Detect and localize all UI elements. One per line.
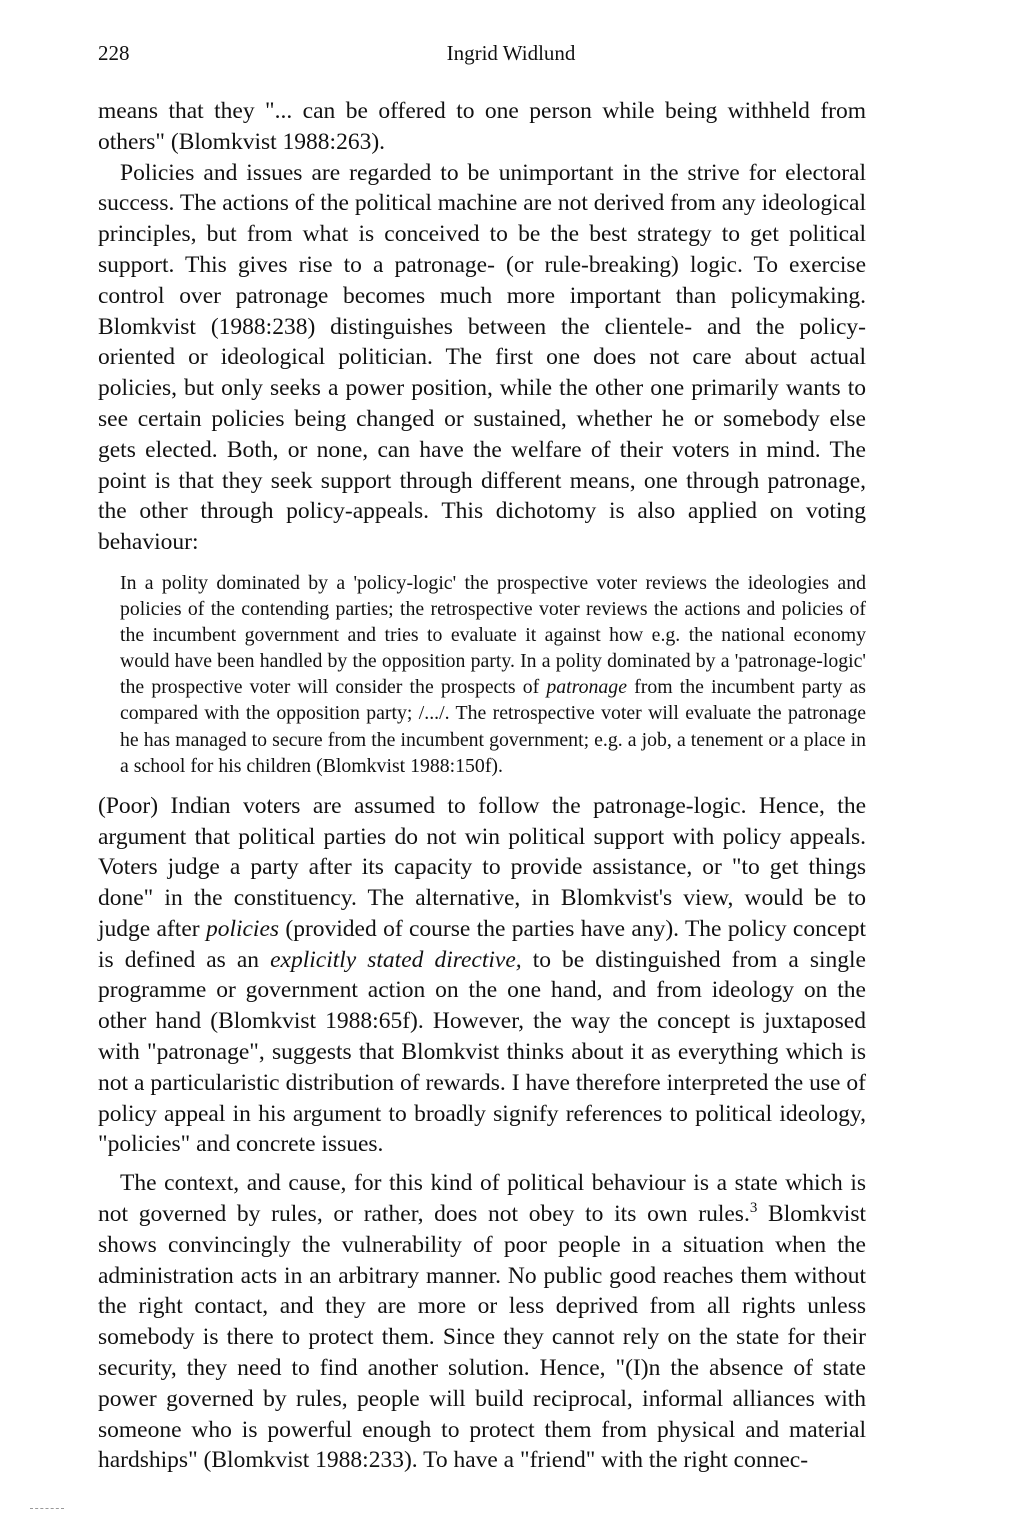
block-quote — [120, 570, 866, 779]
p4-text-1: The context, and cause, for this kind of political behaviour is a state which is not governed by rules, or rather, does not obey to its own rules. — [98, 1170, 866, 1228]
scan-artifact-mark — [30, 1508, 64, 1509]
p3-emphasis-2: explicitly stated directive, — [270, 946, 522, 973]
footnote-marker[interactable]: 3 — [749, 1200, 758, 1217]
p3-text-3: to be distinguished from a single programme or government action on the one hand, and from ideology on the other hand (Blomkvist 1988:65f). However, the way the concept is juxtaposed with "patronage", suggests that Blomkvist thinks about it as everything which is not a particularistic distribution of rewards. I have therefore interpreted the use of policy appeal in his argument to broadly signify references to political ideology, "policies" and concrete issues. — [98, 946, 866, 1158]
paragraph-3 — [98, 791, 866, 1161]
quote-emphasis: patronage — [546, 676, 627, 699]
p3-text-2: (provided of course the parties have any). The policy concept is defined as an — [98, 915, 866, 973]
paragraph-4 — [98, 1168, 866, 1476]
quote-text-2: from the incumbent party as compared with the opposition party; /.../. The retrospective voter will evaluate the patronage he has managed to secure from the incumbent government; e.g. a job, a tenement or a place in a school for his children (Blomkvist 1988:150f). — [120, 676, 867, 777]
paragraph-1: means that they "... can be offered to one person while being withheld from others" (Blomkvist 1988:263). — [98, 98, 866, 155]
page-number: 228 — [98, 41, 130, 65]
paragraph-2: Policies and issues are regarded to be unimportant in the strive for electoral success. The actions of the political machine are not derived from any ideological principles, but from what is conceived to be the best strategy to get political support. This gives rise to a patronage- (or rule-breaking) logic. To exercise control over patronage becomes much more important than policymaking. Blomkvist (1988:238) distinguishes between the clientele- and the policy-oriented or ideological politician. The first one does not care about actual policies, but only seeks a power position, while the other one primarily wants to see certain policies being changed or sustained, whether he or somebody else gets elected. Both, or none, can have the welfare of their voters in mind. The point is that they seek support through different means, one through patronage, the other through policy-appeals. This dichotomy is also applied on voting behaviour: — [98, 159, 866, 556]
page-body — [98, 96, 866, 1476]
p3-emphasis-1: policies — [205, 915, 280, 942]
page-header — [98, 38, 924, 68]
p4-text-2: Blomkvist shows convincingly the vulnerability of poor people in a situation when the administration acts in an arbitrary manner. No public good reaches them without the right contact, and they are more or less deprived from all rights unless somebody is there to protect them. Since they cannot rely on the state for their security, they need to find another solution. Hence, "(I)n the absence of state power governed by rules, people will build reciprocal, informal alliances with someone who is powerful enough to protect them from physical and material hardships" (Blomkvist 1988:233). To have a "friend" with the right connec- — [98, 1201, 866, 1474]
running-head: Ingrid Widlund — [446, 41, 576, 65]
quote-text-1: In a polity dominated by a 'policy-logic' the prospective voter reviews the ideologies and policies of the contending parties; the retrospective voter reviews the actions and policies of the incumbent government and tries to evaluate it against how e.g. the national economy would have been handled by the opposition party. In a polity dominated by a 'patronage-logic' the prospective voter will consider the prospects of — [120, 571, 866, 699]
p3-text-1: (Poor) Indian voters are assumed to follow the patronage-logic. Hence, the argument that political parties do not win political support with policy appeals. Voters judge a party after its capacity to provide assistance, or "to get things done" in the constituency. The alternative, in Blomkvist's view, would be to judge after — [98, 792, 866, 942]
